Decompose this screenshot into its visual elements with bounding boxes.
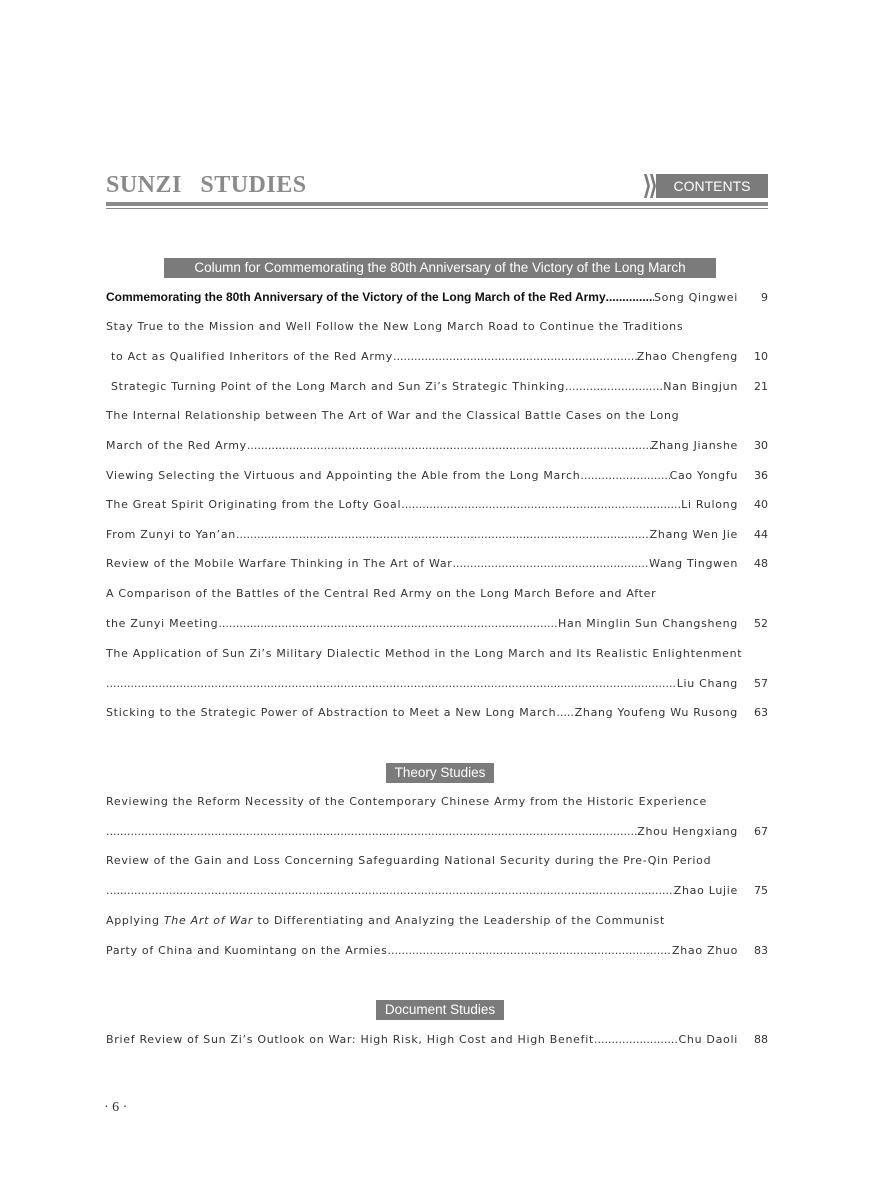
entry-author: Chu Daoli [678, 1033, 738, 1046]
entry-title: Commemorating the 80th Anniversary of the Victory of the Long March of the Red Army [106, 290, 606, 304]
toc-entry-line1 [106, 910, 768, 932]
entry-page: 57 [754, 677, 768, 690]
toc-entry[interactable] [106, 940, 768, 962]
toc-entry[interactable] [106, 880, 768, 902]
entry-title-line1 [106, 910, 665, 932]
entry-author: Zhang Jianshe [650, 439, 738, 452]
entry-author: Zhao Zhuo [672, 944, 738, 957]
entry-title: Viewing Selecting the Virtuous and Appointing the Able from the Long March [106, 469, 581, 482]
header-rule-thin [106, 208, 768, 209]
entry-author: Zhao Chengfeng [636, 350, 738, 363]
toc-entry-line1 [106, 850, 768, 872]
entry-page: 40 [754, 498, 768, 511]
entry-author: Zhao Lujie [673, 884, 738, 897]
entry-page: 44 [754, 528, 768, 541]
toc-entry[interactable] [106, 553, 768, 575]
toc-entry[interactable] [106, 494, 768, 516]
entry-title: Strategic Turning Point of the Long March and Sun Zi’s Strategic Thinking [111, 380, 566, 393]
entry-author: Wang Tingwen [649, 557, 738, 570]
toc-entry[interactable] [106, 821, 768, 843]
leader-dots [401, 494, 681, 516]
entry-title-line1: A Comparison of the Battles of the Central Red Army on the Long March Before and After [106, 587, 657, 600]
section-heading-long-march: Column for Commemorating the 80th Anniversary of the Victory of the Long March [164, 258, 716, 278]
toc-entry-line1 [106, 643, 768, 665]
chevron-right-icon [644, 174, 650, 198]
toc-entry-line1 [106, 583, 768, 605]
entry-title-line1: Review of the Gain and Loss Concerning Safeguarding National Security during the Pre-Qin Period [106, 854, 712, 867]
entry-title: March of the Red Army [106, 439, 247, 452]
entry-page: 63 [754, 706, 768, 719]
toc-entry[interactable] [106, 673, 768, 695]
entry-page: 83 [754, 944, 768, 957]
entry-page: 75 [754, 884, 768, 897]
leader-dots [218, 613, 558, 635]
entry-title: From Zunyi to Yan’an [106, 528, 236, 541]
toc-entry[interactable] [106, 702, 768, 724]
page-number: · 6 · [104, 1100, 128, 1115]
entry-page: 88 [754, 1033, 768, 1046]
entry-title: Sticking to the Strategic Power of Abstraction to Meet a New Long March [106, 706, 557, 719]
entry-title: the Zunyi Meeting [106, 617, 219, 630]
entry-title-italic: The Art of War [163, 914, 254, 927]
leader-dots [106, 673, 677, 695]
leader-dots [453, 553, 650, 575]
leader-dots [606, 286, 654, 308]
header-rule [106, 202, 768, 206]
entry-author: Nan Bingjun [663, 380, 738, 393]
entry-title: Brief Review of Sun Zi’s Outlook on War: High Risk, High Cost and High Benefit [106, 1033, 594, 1046]
toc-entry-line1 [106, 791, 768, 813]
toc-entry[interactable] [106, 435, 768, 457]
leader-dots [556, 702, 574, 724]
toc-entry-line1 [106, 405, 768, 427]
leader-dots [388, 940, 673, 962]
section-heading-theory-studies: Theory Studies [386, 763, 494, 783]
leader-dots [594, 1029, 679, 1051]
entry-page: 67 [754, 825, 768, 838]
toc-entry[interactable] [106, 376, 768, 398]
toc-entry[interactable] [106, 524, 768, 546]
toc-entry[interactable] [106, 286, 768, 308]
section-heading-document-studies: Document Studies [376, 1000, 504, 1020]
entry-title: Party of China and Kuomintang on the Armies [106, 944, 388, 957]
leader-dots [106, 880, 674, 902]
entry-title-line1: Reviewing the Reform Necessity of the Contemporary Chinese Army from the Historic Experience [106, 795, 707, 808]
entry-title: Review of the Mobile Warfare Thinking in The Art of War [106, 557, 453, 570]
leader-dots [106, 821, 637, 843]
entry-title-line1: The Application of Sun Zi’s Military Dialectic Method in the Long March and Its Realistic Enlightenment [106, 647, 743, 660]
entry-page: 36 [754, 469, 768, 482]
entry-author: Zhang Youfeng Wu Rusong [574, 706, 738, 719]
leader-dots [236, 524, 650, 546]
entry-page: 10 [754, 350, 768, 363]
journal-title: SUNZI STUDIES [106, 172, 307, 198]
toc-entry[interactable] [106, 465, 768, 487]
journal-masthead [106, 172, 768, 210]
toc-entry[interactable] [106, 346, 768, 368]
entry-author: Zhang Wen Jie [649, 528, 738, 541]
entry-author: Li Rulong [681, 498, 738, 511]
entry-author: Zhou Hengxiang [637, 825, 738, 838]
entry-author: Cao Yongfu [669, 469, 738, 482]
toc-entry-line1 [106, 316, 768, 338]
contents-label: CONTENTS [656, 174, 768, 198]
entry-author: Song Qingwei [653, 291, 738, 304]
entry-author: Liu Chang [676, 677, 738, 690]
entry-title-line1: Stay True to the Mission and Well Follow the New Long March Road to Continue the Traditions [106, 320, 684, 333]
entry-page: 48 [754, 557, 768, 570]
entry-title: The Great Spirit Originating from the Lofty Goal [106, 498, 402, 511]
entry-page: 52 [754, 617, 768, 630]
leader-dots [580, 465, 669, 487]
entry-page: 30 [754, 439, 768, 452]
entry-page: 9 [761, 291, 768, 304]
toc-entry[interactable] [106, 1029, 768, 1051]
entry-page: 21 [754, 380, 768, 393]
entry-title: to Act as Qualified Inheritors of the Red Army [111, 350, 394, 363]
entry-title-suffix: to Differentiating and Analyzing the Leadership of the Communist [253, 914, 665, 927]
leader-dots [393, 346, 637, 368]
leader-dots [247, 435, 651, 457]
entry-author: Han Minglin Sun Changsheng [558, 617, 738, 630]
toc-entry[interactable] [106, 613, 768, 635]
leader-dots [565, 376, 663, 398]
entry-title-line1: The Internal Relationship between The Art of War and the Classical Battle Cases on the Long [106, 409, 680, 422]
entry-title-prefix: Applying [106, 914, 164, 927]
